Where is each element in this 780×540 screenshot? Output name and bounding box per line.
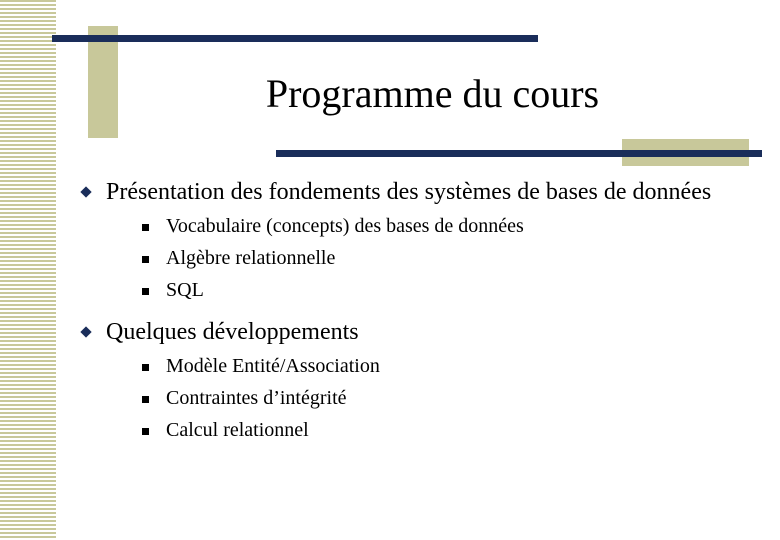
slide-title: Programme du cours	[265, 71, 600, 116]
sub-bullet-list	[106, 210, 758, 306]
sub-bullet-list	[106, 350, 758, 446]
square-bullet-icon	[142, 396, 149, 403]
square-bullet-icon	[142, 364, 149, 371]
sub-bullet-item	[106, 242, 758, 274]
sub-bullet-item	[106, 382, 758, 414]
bullet-text: Quelques développements	[106, 319, 359, 345]
bullet-text: Présentation des fondements des systèmes de bases de données	[106, 179, 712, 205]
square-bullet-icon	[142, 256, 149, 263]
decorative-navy-bar-bottom	[276, 150, 762, 157]
sub-bullet-item	[106, 274, 758, 306]
sub-bullet-text: Contraintes d’intégrité	[166, 387, 347, 409]
sub-bullet-text: Algèbre relationnelle	[166, 247, 336, 269]
sub-bullet-text: Modèle Entité/Association	[166, 355, 380, 377]
bullet-item	[78, 318, 758, 446]
decorative-stripe-band	[0, 0, 56, 540]
decorative-navy-bar-top	[52, 35, 538, 42]
square-bullet-icon	[142, 224, 149, 231]
square-bullet-icon	[142, 288, 149, 295]
slide-content	[78, 178, 758, 446]
diamond-bullet-icon	[80, 326, 91, 337]
square-bullet-icon	[142, 428, 149, 435]
sub-bullet-item	[106, 414, 758, 446]
decorative-olive-block-top	[88, 26, 118, 138]
sub-bullet-text: Calcul relationnel	[166, 419, 309, 441]
diamond-bullet-icon	[80, 186, 91, 197]
sub-bullet-item	[106, 210, 758, 242]
sub-bullet-item	[106, 350, 758, 382]
bullet-item	[78, 178, 758, 306]
sub-bullet-text: Vocabulaire (concepts) des bases de données	[166, 215, 524, 237]
sub-bullet-text: SQL	[166, 279, 204, 301]
